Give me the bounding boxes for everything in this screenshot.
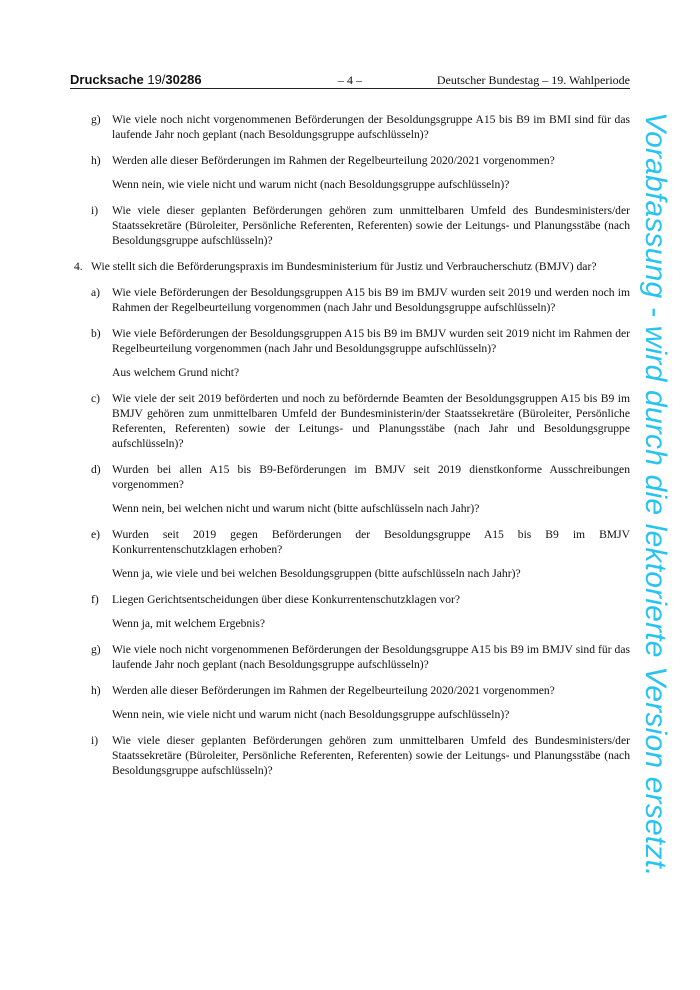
item-followup: Wenn nein, wie viele nicht und warum nicht (nach Besoldungsgruppe aufschlüsseln)? bbox=[112, 178, 510, 191]
item-followup: Wenn nein, wie viele nicht und warum nicht (nach Besoldungsgruppe aufschlüsseln)? bbox=[112, 708, 510, 721]
item-followup: Aus welchem Grund nicht? bbox=[112, 366, 240, 379]
item-label: b) bbox=[91, 327, 101, 340]
list-item bbox=[70, 462, 630, 516]
item-label: a) bbox=[91, 286, 101, 299]
list-item bbox=[70, 527, 630, 581]
item-label: g) bbox=[91, 113, 101, 126]
item-text: Wie viele dieser geplanten Beförderungen gehören zum unmittelbaren Umfeld des Bundesministers/der Staatssekretäre (Büroleiter, Persönliche Referenten, Referenten) sowie der Leitungs- und Planungsstäbe (nach Besoldungsgruppe aufschlüsseln)? bbox=[112, 734, 630, 777]
doc-number: 30286 bbox=[165, 72, 202, 87]
item-text: Werden alle dieser Beförderungen im Rahmen der Regelbeurteilung 2020/2021 vorgenommen? bbox=[112, 154, 555, 167]
list-item bbox=[70, 391, 630, 451]
item-text: Wurden bei allen A15 bis B9-Beförderungen im BMJV seit 2019 dienstkonforme Ausschreibungen vorgenommen? bbox=[112, 463, 630, 491]
item-followup: Wenn ja, wie viele und bei welchen Besoldungsgruppen (bitte aufschlüsseln nach Jahr)? bbox=[112, 567, 521, 580]
header-institution: Deutscher Bundestag – 19. Wahlperiode bbox=[436, 73, 630, 87]
list-item bbox=[70, 153, 630, 192]
item-text: Wie viele noch nicht vorgenommenen Beförderungen der Besoldungsgruppe A15 bis B9 im BMI sind für das laufende Jahr noch geplant (nach Besoldungsgruppe aufschlüsseln)? bbox=[112, 113, 630, 141]
watermark bbox=[638, 112, 683, 882]
item-label: h) bbox=[91, 684, 101, 697]
item-label: e) bbox=[91, 528, 101, 541]
item-label: g) bbox=[91, 643, 101, 656]
list-item bbox=[70, 642, 630, 672]
item-text: Wie viele Beförderungen der Besoldungsgruppen A15 bis B9 im BMJV wurden seit 2019 und werden noch im Rahmen der Regelbeurteilung vorgenommen (nach Jahr und Besoldungsgruppe aufschlüsseln)? bbox=[112, 286, 630, 314]
item-followup: Wenn nein, bei welchen nicht und warum nicht (bitte aufschlüsseln nach Jahr)? bbox=[112, 502, 480, 515]
doc-prefix: 19/ bbox=[147, 72, 166, 87]
question-number: 4. bbox=[74, 260, 83, 273]
item-text: Liegen Gerichtsentscheidungen über diese Konkurrentenschutzklagen vor? bbox=[112, 593, 461, 606]
list-item bbox=[70, 592, 630, 631]
watermark-text: Vorabfassung - wird durch die lektorierte Version ersetzt. bbox=[639, 112, 672, 877]
question-item bbox=[70, 259, 630, 274]
item-text: Wie viele dieser geplanten Beförderungen gehören zum unmittelbaren Umfeld des Bundesministers/der Staatssekretäre (Büroleiter, Persönliche Referenten, Referenten) sowie der Leitungs- und Planungsstäbe (nach Besoldungsgruppe aufschlüsseln)? bbox=[112, 204, 630, 247]
list-item bbox=[70, 683, 630, 722]
document-body bbox=[70, 112, 630, 789]
item-label: i) bbox=[91, 204, 99, 217]
page-header bbox=[70, 72, 630, 89]
item-label: d) bbox=[91, 463, 101, 476]
item-label: i) bbox=[91, 734, 99, 747]
item-label: f) bbox=[91, 593, 99, 606]
item-label: h) bbox=[91, 154, 101, 167]
item-text: Wie viele noch nicht vorgenommenen Beförderungen der Besoldungsgruppe A15 bis B9 im BMJV sind für das laufende Jahr noch geplant (nach Besoldungsgruppe aufschlüsseln)? bbox=[112, 643, 630, 671]
item-text: Wurden seit 2019 gegen Beförderungen der Besoldungsgruppe A15 bis B9 im BMJV Konkurrentenschutzklagen erhoben? bbox=[112, 528, 630, 556]
list-item bbox=[70, 285, 630, 315]
list-item bbox=[70, 326, 630, 380]
item-text: Wie viele der seit 2019 beförderten und noch zu befördernde Beamten der Besoldungsgruppen A15 bis B9 im BMJV gehören zum unmittelbaren Umfeld der Bundesministerin/der Staatssekretäre (Büroleiter, Persönliche Referenten, Referenten) sowie der Leitungs- und Planungsstäbe (nach Jahr und Besoldungsgruppe aufschlüsseln)? bbox=[112, 392, 630, 450]
list-item bbox=[70, 733, 630, 778]
question-text: Wie stellt sich die Beförderungspraxis im Bundesministerium für Justiz und Verbraucherschutz (BMJV) dar? bbox=[91, 260, 597, 273]
doc-label: Drucksache bbox=[70, 72, 144, 87]
item-followup: Wenn ja, mit welchem Ergebnis? bbox=[112, 617, 266, 630]
list-item bbox=[70, 203, 630, 248]
page-number: – 4 – bbox=[338, 73, 362, 87]
item-label: c) bbox=[91, 392, 101, 405]
item-text: Wie viele Beförderungen der Besoldungsgruppen A15 bis B9 im BMJV wurden seit 2019 nicht im Rahmen der Regelbeurteilung vorgenommen (nach Jahr und Besoldungsgruppe aufschlüsseln)? bbox=[112, 327, 630, 355]
list-item bbox=[70, 112, 630, 142]
item-text: Werden alle dieser Beförderungen im Rahmen der Regelbeurteilung 2020/2021 vorgenommen? bbox=[112, 684, 555, 697]
